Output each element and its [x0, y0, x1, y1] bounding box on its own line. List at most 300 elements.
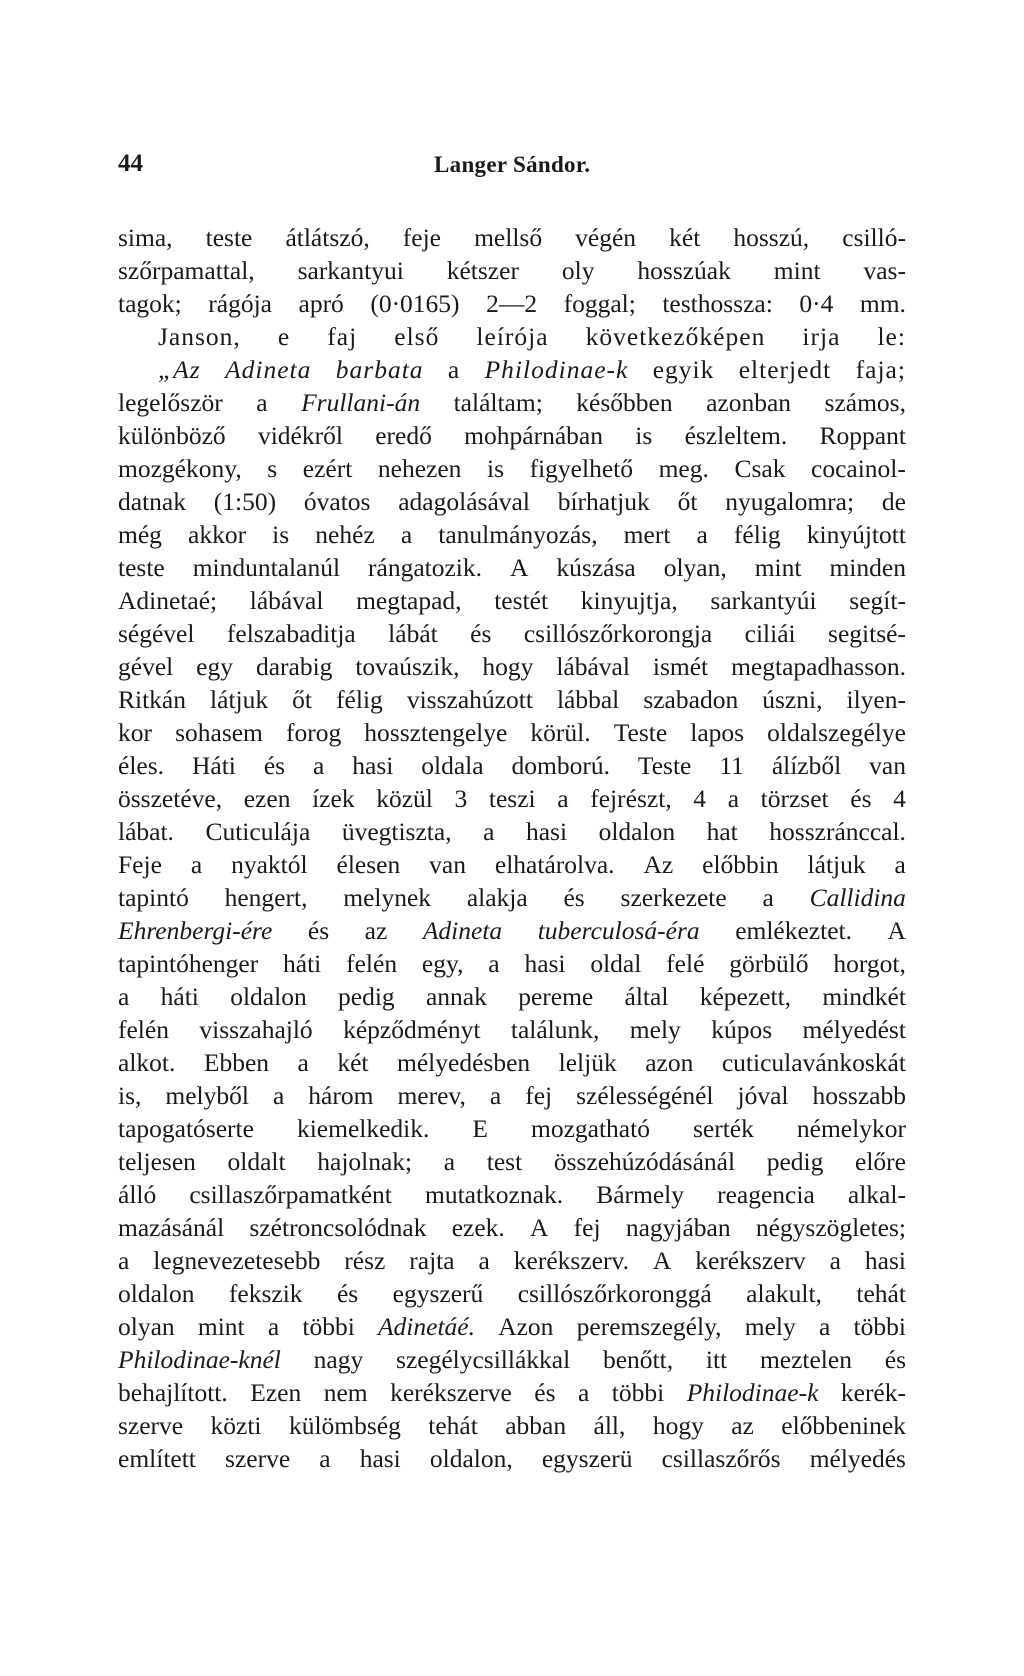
word: a — [727, 784, 740, 813]
word: mutatkoznak. — [424, 1180, 564, 1209]
running-head: Langer Sándor. — [434, 152, 591, 177]
word: leírója — [476, 322, 549, 351]
text-line — [118, 683, 906, 716]
word: 4 — [893, 784, 906, 813]
text-line — [118, 782, 906, 815]
word: mozgékony, — [118, 454, 242, 483]
word: bírhatjuk — [557, 487, 650, 516]
word: különböző — [118, 421, 226, 450]
word: vas- — [863, 256, 906, 285]
word: Philodinae-knél — [118, 1345, 281, 1374]
word: „Az — [158, 355, 201, 384]
word: egy — [196, 652, 233, 681]
word: közti — [210, 1411, 262, 1440]
word: a — [696, 520, 708, 549]
word: az — [731, 1411, 754, 1440]
word: figyelhető — [529, 454, 633, 483]
word: többi — [611, 1378, 665, 1407]
word: Adineta — [422, 916, 503, 945]
word: oly — [561, 256, 595, 285]
word: nehezen — [377, 454, 462, 483]
word: lábat. — [118, 817, 174, 846]
word: oldalon, — [429, 1444, 513, 1473]
text-line — [118, 1112, 906, 1145]
word: a — [489, 1081, 502, 1110]
text-line — [118, 1013, 906, 1046]
word: ciliái — [744, 619, 796, 648]
page-number: 44 — [118, 150, 143, 177]
word: Bármely — [596, 1180, 684, 1209]
text-line — [118, 617, 906, 650]
word: egy, — [421, 949, 464, 978]
word: Frullani-án — [301, 388, 421, 417]
word: a — [256, 388, 268, 417]
word: a — [829, 1246, 841, 1275]
word: nehéz — [315, 520, 375, 549]
word: csilló- — [842, 223, 906, 252]
word: legnevezetesebb — [153, 1246, 321, 1275]
word: 11 — [719, 751, 744, 780]
word: teszi — [488, 784, 536, 813]
word: olyan, — [663, 553, 727, 582]
word: megtapad, — [356, 586, 462, 615]
word: visszahajló — [199, 1015, 313, 1044]
word: tehát — [428, 1411, 478, 1440]
word: ezért — [302, 454, 353, 483]
word: peremszegély, — [576, 1312, 722, 1341]
word: látjuk — [807, 850, 866, 879]
word: későbben — [576, 388, 673, 417]
word: a — [578, 1378, 590, 1407]
word: hosszránccal. — [769, 817, 906, 846]
text-line — [118, 584, 906, 617]
word: merev, — [397, 1081, 466, 1110]
word: Azon — [498, 1312, 554, 1341]
word: felszabaditja — [226, 619, 356, 648]
word: melyből — [165, 1081, 249, 1110]
word: és — [850, 784, 872, 813]
word: Ezen — [250, 1378, 302, 1407]
word: kinyujtja, — [580, 586, 678, 615]
word: kerékszerv — [695, 1246, 806, 1275]
word: mely — [629, 1015, 681, 1044]
word: lábával — [556, 652, 630, 681]
word: A — [887, 916, 906, 945]
word: cocainol- — [811, 454, 906, 483]
text-line — [118, 1376, 906, 1409]
word: sarkantyui — [297, 256, 404, 285]
word: apró — [298, 289, 344, 318]
word: akkor — [188, 520, 247, 549]
word: datnak — [118, 487, 186, 516]
word: a — [267, 1312, 280, 1341]
word: hasi — [359, 1444, 401, 1473]
word: Feje — [118, 850, 162, 879]
word: hat — [706, 817, 738, 846]
word: a — [118, 1246, 130, 1275]
word: meg. — [658, 454, 709, 483]
word: lapos — [690, 718, 745, 747]
word: (0·0165) — [370, 289, 460, 318]
word: tapintóhenger — [118, 949, 259, 978]
word: félig — [733, 520, 781, 549]
word: fej — [525, 1081, 553, 1110]
word: némelykor — [796, 1114, 906, 1143]
word: kúpos — [711, 1015, 773, 1044]
word: is, — [118, 1081, 142, 1110]
word: test — [486, 1147, 523, 1176]
word: a — [313, 751, 325, 780]
word: és — [884, 1345, 906, 1374]
word: horgot, — [833, 949, 906, 978]
text-line — [118, 881, 906, 914]
word: hosszúak — [637, 256, 731, 285]
page-header — [118, 150, 906, 180]
text-line — [118, 1079, 906, 1112]
word: álízből — [771, 751, 842, 780]
word: felén — [118, 1015, 169, 1044]
word: szegélycsillákkal — [396, 1345, 571, 1374]
word: tagok; — [118, 289, 182, 318]
word: kinyújtott — [806, 520, 906, 549]
word: nyaktól — [231, 850, 308, 879]
word: Az — [643, 850, 674, 879]
word: szélességénél — [576, 1081, 714, 1110]
word: s — [267, 454, 278, 483]
word: összetéve, — [118, 784, 223, 813]
word: a — [447, 355, 461, 384]
word: hasi — [864, 1246, 906, 1275]
word: hossztengelye — [364, 718, 508, 747]
word: a — [443, 1147, 456, 1176]
text-line — [118, 254, 906, 287]
word: a — [272, 1081, 285, 1110]
word: teste — [205, 223, 253, 252]
word: kor — [118, 718, 152, 747]
word: visszahúzott — [406, 685, 533, 714]
text-line — [118, 452, 906, 485]
word: van — [429, 850, 466, 879]
word: eredő — [375, 421, 432, 450]
word: oldalt — [227, 1147, 286, 1176]
word: cuticulavánkoskát — [721, 1048, 906, 1077]
word: éles. — [118, 751, 165, 780]
word: oldal — [590, 949, 642, 978]
word: és — [470, 619, 492, 648]
word: elterjedt — [738, 355, 832, 384]
text-line — [118, 485, 906, 518]
word: hogy — [482, 652, 534, 681]
text-line — [118, 353, 906, 386]
word: látjuk — [210, 685, 269, 714]
text-line — [118, 980, 906, 1013]
word: mélyedés — [809, 1444, 906, 1473]
text-line — [118, 221, 906, 254]
word: minden — [829, 553, 906, 582]
word: itt — [705, 1345, 728, 1374]
word: találunk, — [510, 1015, 600, 1044]
text-line — [118, 1277, 906, 1310]
text-line — [118, 1145, 906, 1178]
word: szerkezete — [620, 883, 727, 912]
word: megtapadhasson. — [731, 652, 906, 681]
word: kiemelkedik. — [296, 1114, 430, 1143]
word: is — [487, 454, 505, 483]
word: hasi — [524, 949, 566, 978]
word: egyszerü — [541, 1444, 633, 1473]
word: a — [762, 883, 774, 912]
word: 3 — [454, 784, 468, 813]
word: Ritkán — [118, 685, 186, 714]
word: ezek. — [451, 1213, 505, 1242]
word: pereme — [518, 982, 594, 1011]
word: háti — [283, 949, 322, 978]
word: áll, — [593, 1411, 626, 1440]
word: hosszú, — [733, 223, 810, 252]
word: a — [319, 1444, 331, 1473]
word: mint — [773, 256, 821, 285]
word: reagencia — [717, 1180, 815, 1209]
word: görbülő — [729, 949, 809, 978]
word: Philodinae-k — [686, 1378, 819, 1407]
text-line — [118, 848, 906, 881]
word: alakja — [466, 883, 528, 912]
word: félig — [336, 685, 383, 714]
word: szőrpamattal, — [118, 256, 255, 285]
word: Cuticulája — [205, 817, 311, 846]
word: rajta — [409, 1246, 455, 1275]
word: Philodinae-k — [484, 355, 629, 384]
word: oldalon — [118, 1279, 195, 1308]
word: hajolnak; — [317, 1147, 413, 1176]
word: számos, — [824, 388, 906, 417]
word: is — [635, 421, 653, 450]
word: feje — [402, 223, 441, 252]
word: annak — [425, 982, 487, 1011]
word: mely — [744, 1312, 796, 1341]
word: segitsé- — [828, 619, 906, 648]
word: alkot. — [118, 1048, 176, 1077]
word: említett — [118, 1444, 196, 1473]
word: foggal; — [563, 289, 636, 318]
word: a — [118, 982, 130, 1011]
word: oldalon — [230, 982, 307, 1011]
word: benőtt, — [602, 1345, 674, 1374]
word: szétroncsolódnak — [249, 1213, 427, 1242]
word: (1:50) — [213, 487, 277, 516]
word: Csak — [734, 454, 786, 483]
word: találtam; — [453, 388, 543, 417]
word: a — [400, 520, 413, 549]
word: ízek — [312, 784, 355, 813]
word: lábával — [249, 586, 324, 615]
word: kerékszerv. — [513, 1246, 629, 1275]
word: rágója — [208, 289, 272, 318]
text-line — [118, 1211, 906, 1244]
word: egyszerű — [392, 1279, 484, 1308]
word: szerve — [118, 1411, 184, 1440]
word: rész — [344, 1246, 386, 1275]
word: teste — [118, 553, 165, 582]
word: testhossza: — [662, 289, 773, 318]
word: alkal- — [847, 1180, 906, 1209]
word: két — [669, 223, 701, 252]
word: kúszása — [556, 553, 636, 582]
word: Teste — [613, 718, 668, 747]
word: óvatos — [303, 487, 371, 516]
word: fekszik — [228, 1279, 303, 1308]
word: végén — [575, 223, 637, 252]
word: Ebben — [203, 1048, 270, 1077]
word: pedig — [338, 982, 395, 1011]
word: azon — [645, 1048, 694, 1077]
word: barbata — [335, 355, 424, 384]
word: de — [881, 487, 906, 516]
word: testét — [494, 586, 549, 615]
word: és — [563, 883, 585, 912]
word: őt — [677, 487, 698, 516]
word: A — [652, 1246, 672, 1275]
word: a — [818, 1312, 831, 1341]
word: is — [272, 520, 290, 549]
word: közül — [376, 784, 433, 813]
word: szabadon — [643, 685, 739, 714]
word: Adineta — [225, 355, 312, 384]
word: Callidina — [809, 883, 906, 912]
word: E — [472, 1114, 488, 1143]
word: tapogatóserte — [118, 1114, 254, 1143]
word: Háti — [191, 751, 236, 780]
word: úszni, — [762, 685, 823, 714]
word: átlátszó, — [285, 223, 370, 252]
word: le: — [877, 322, 906, 351]
text-line — [118, 551, 906, 584]
word: felén — [346, 949, 398, 978]
word: első — [394, 322, 440, 351]
word: meztelen — [759, 1345, 852, 1374]
word: tovaúszik, — [355, 652, 460, 681]
word: segít- — [849, 586, 906, 615]
word: azonban — [706, 388, 792, 417]
word: tuberculosá-éra — [537, 916, 700, 945]
word: kerék- — [840, 1378, 906, 1407]
word: előbbeninek — [781, 1411, 906, 1440]
text-line — [118, 1178, 906, 1211]
word: ezen — [243, 784, 291, 813]
text-line — [118, 749, 906, 782]
word: előbbin — [702, 850, 779, 879]
word: előre — [855, 1147, 906, 1176]
word: melynek — [343, 883, 432, 912]
word: nyugalomra; — [725, 487, 855, 516]
word: és — [534, 1378, 556, 1407]
word: Adinetáé. — [377, 1312, 475, 1341]
word: a — [557, 784, 569, 813]
word: behajlított. — [118, 1378, 228, 1407]
word: oldala — [421, 751, 484, 780]
word: gével — [118, 652, 174, 681]
body-text — [118, 221, 906, 1475]
word: a — [488, 949, 500, 978]
word: három — [308, 1081, 374, 1110]
word: az — [364, 916, 388, 945]
word: A — [530, 1213, 549, 1242]
word: 2—2 — [486, 289, 538, 318]
word: mellső — [474, 223, 543, 252]
word: Ehrenbergi-ére — [118, 916, 273, 945]
word: ilyen- — [846, 685, 906, 714]
word: domború. — [511, 751, 610, 780]
text-line — [118, 947, 906, 980]
word: minduntalanúl — [192, 553, 341, 582]
word: faja; — [855, 355, 906, 384]
word: a — [478, 1246, 490, 1275]
word: mélyedésben — [397, 1048, 531, 1077]
word: és — [307, 916, 330, 945]
text-line — [118, 287, 906, 320]
word: jóval — [737, 1081, 789, 1110]
word: tanulmányozás, — [438, 520, 598, 549]
text-line — [118, 1244, 906, 1277]
text-line — [118, 914, 906, 947]
word: észleltem. — [684, 421, 788, 450]
word: a — [297, 1048, 309, 1077]
word: ismét — [652, 652, 709, 681]
word: lábbal — [556, 685, 620, 714]
word: hasi — [352, 751, 394, 780]
word: felé — [666, 949, 705, 978]
word: többi — [853, 1312, 906, 1341]
word: kétszer — [446, 256, 519, 285]
word: többi — [302, 1312, 355, 1341]
word: nagy — [313, 1345, 364, 1374]
word: a — [483, 817, 495, 846]
word: még — [118, 520, 162, 549]
text-line — [118, 1046, 906, 1079]
word: tehát — [856, 1279, 906, 1308]
word: a — [894, 850, 906, 879]
word: négyszögletes; — [755, 1213, 906, 1242]
word: képződményt — [343, 1015, 481, 1044]
word: következőképen — [585, 322, 766, 351]
word: hasi — [525, 817, 568, 846]
word: irja — [802, 322, 841, 351]
word: álló — [118, 1180, 157, 1209]
word: őt — [292, 685, 313, 714]
word: sohasem — [175, 718, 263, 747]
word: csillaszőrpamatként — [189, 1180, 392, 1209]
text-line — [118, 518, 906, 551]
word: és — [336, 1279, 359, 1308]
word: mindkét — [822, 982, 906, 1011]
word: Adinetaé; — [118, 586, 218, 615]
word: darabig — [255, 652, 333, 681]
word: mert — [623, 520, 671, 549]
word: legelőször — [118, 388, 223, 417]
word: e — [277, 322, 291, 351]
word: által — [624, 982, 669, 1011]
word: képezett, — [699, 982, 792, 1011]
word: tapintó — [118, 883, 189, 912]
word: 4 — [693, 784, 707, 813]
word: mint — [197, 1312, 245, 1341]
word: 0·4 — [799, 289, 834, 318]
text-line — [118, 419, 906, 452]
word: alakult, — [746, 1279, 822, 1308]
word: sarkantyúi — [710, 586, 817, 615]
word: mozgatható — [531, 1114, 650, 1143]
word: nagyjában — [625, 1213, 731, 1242]
